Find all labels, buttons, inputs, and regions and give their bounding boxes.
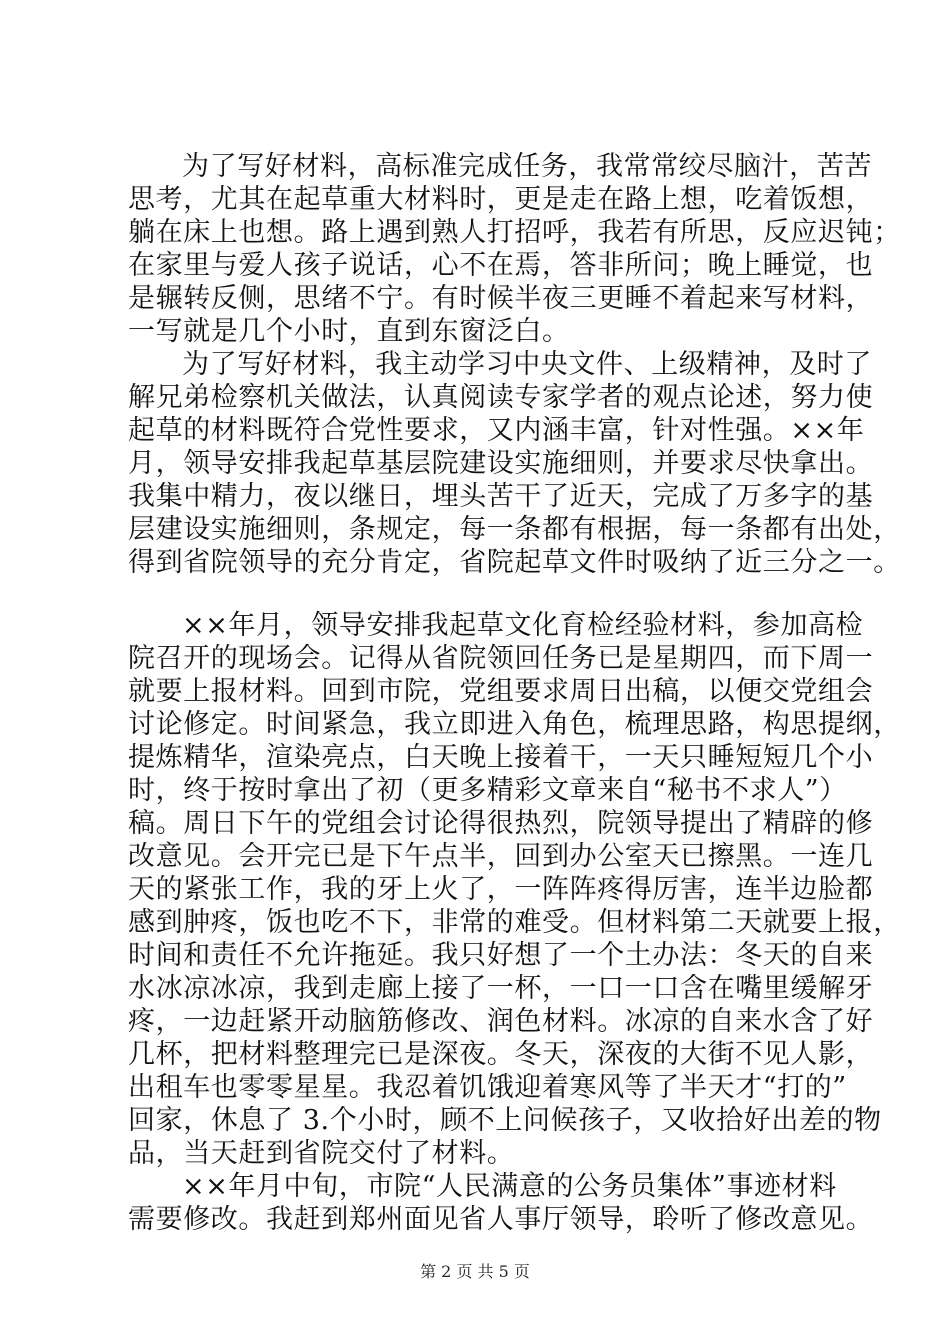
- text-line: 回家，休息了 3.个小时，顾不上问候孩子，又收拾好出差的物: [128, 1105, 882, 1136]
- text-line: ××年月，领导安排我起草文化育检经验材料，参加高检: [182, 610, 864, 641]
- text-line: 起草的材料既符合党性要求，又内涵丰富，针对性强。××年: [128, 415, 865, 446]
- text-line: 一写就是几个小时，直到东窗泛白。: [128, 316, 570, 347]
- text-line: 改意见。会开完已是下午点半，回到办公室天已擦黑。一连几: [128, 841, 874, 872]
- document-body: [128, 150, 901, 1236]
- text-line: 天的紧张工作，我的牙上火了，一阵阵疼得厉害，连半边脸都: [128, 874, 874, 905]
- text-line: 躺在床上也想。路上遇到熟人打招呼，我若有所思，反应迟钝；: [128, 217, 901, 248]
- page-footer: [0, 1262, 950, 1282]
- text-line: 感到肿疼，饭也吃不下，非常的难受。但材料第二天就要上报，: [128, 907, 901, 938]
- text-line: 是辗转反侧，思绪不宁。有时候半夜三更睡不着起来写材料，: [128, 283, 874, 314]
- text-line: 提炼精华，渲染亮点，白天晚上接着干，一天只睡短短几个小: [128, 742, 874, 773]
- text-line: 思考，尤其在起草重大材料时，更是走在路上想，吃着饭想，: [128, 184, 874, 215]
- text-line: 在家里与爱人孩子说话，心不在焉，答非所问；晚上睡觉，也: [128, 250, 874, 281]
- text-line: 稿。周日下午的党组会讨论得很热烈，院领导提出了精辟的修: [128, 808, 874, 839]
- paragraph-1: [128, 150, 901, 348]
- text-line: ××年月中旬，市院“人民满意的公务员集体”事迹材料: [182, 1171, 837, 1202]
- text-line: 月，领导安排我起草基层院建设实施细则，并要求尽快拿出。: [128, 448, 874, 479]
- text-line: 为了写好材料，高标准完成任务，我常常绞尽脑汁，苦苦: [182, 151, 872, 182]
- text-line: 就要上报材料。回到市院，党组要求周日出稿，以便交党组会: [128, 676, 874, 707]
- text-line: 讨论修定。时间紧急，我立即进入角色，梳理思路，构思提纲，: [128, 709, 901, 740]
- text-line: 时间和责任不允许拖延。我只好想了一个土办法：冬天的自来: [128, 940, 874, 971]
- text-line: 水冰凉冰凉，我到走廊上接了一杯，一口一口含在嘴里缓解牙: [128, 973, 874, 1004]
- page-number-label: 第 2 页 共 5 页: [420, 1262, 530, 1281]
- text-line: 品，当天赶到省院交付了材料。: [128, 1138, 515, 1169]
- paragraph-gap: [128, 579, 848, 609]
- text-line: 需要修改。我赶到郑州面见省人事厅领导，聆听了修改意见。: [128, 1204, 874, 1235]
- paragraph-3: [128, 609, 901, 1170]
- text-line: 时，终于按时拿出了初（更多精彩文章来自“秘书不求人”）: [128, 775, 847, 806]
- paragraph-2: [128, 348, 901, 579]
- text-line: 层建设实施细则，条规定，每一条都有根据，每一条都有出处，: [128, 514, 901, 545]
- text-line: 院召开的现场会。记得从省院领回任务已是星期四，而下周一: [128, 643, 874, 674]
- text-line: 出租车也零零星星。我忍着饥饿迎着寒风等了半天才“打的”: [128, 1072, 847, 1103]
- paragraph-4: [128, 1170, 874, 1236]
- text-line: 我集中精力，夜以继日，埋头苦干了近天，完成了万多字的基: [128, 481, 874, 512]
- text-line: 疼，一边赶紧开动脑筋修改、润色材料。冰凉的自来水含了好: [128, 1006, 874, 1037]
- text-line: 为了写好材料，我主动学习中央文件、上级精神，及时了: [182, 349, 872, 380]
- text-line: 几杯，把材料整理完已是深夜。冬天，深夜的大街不见人影，: [128, 1039, 874, 1070]
- text-line: 得到省院领导的充分肯定，省院起草文件时吸纳了近三分之一。: [128, 547, 901, 578]
- text-line: 解兄弟检察机关做法，认真阅读专家学者的观点论述，努力使: [128, 382, 874, 413]
